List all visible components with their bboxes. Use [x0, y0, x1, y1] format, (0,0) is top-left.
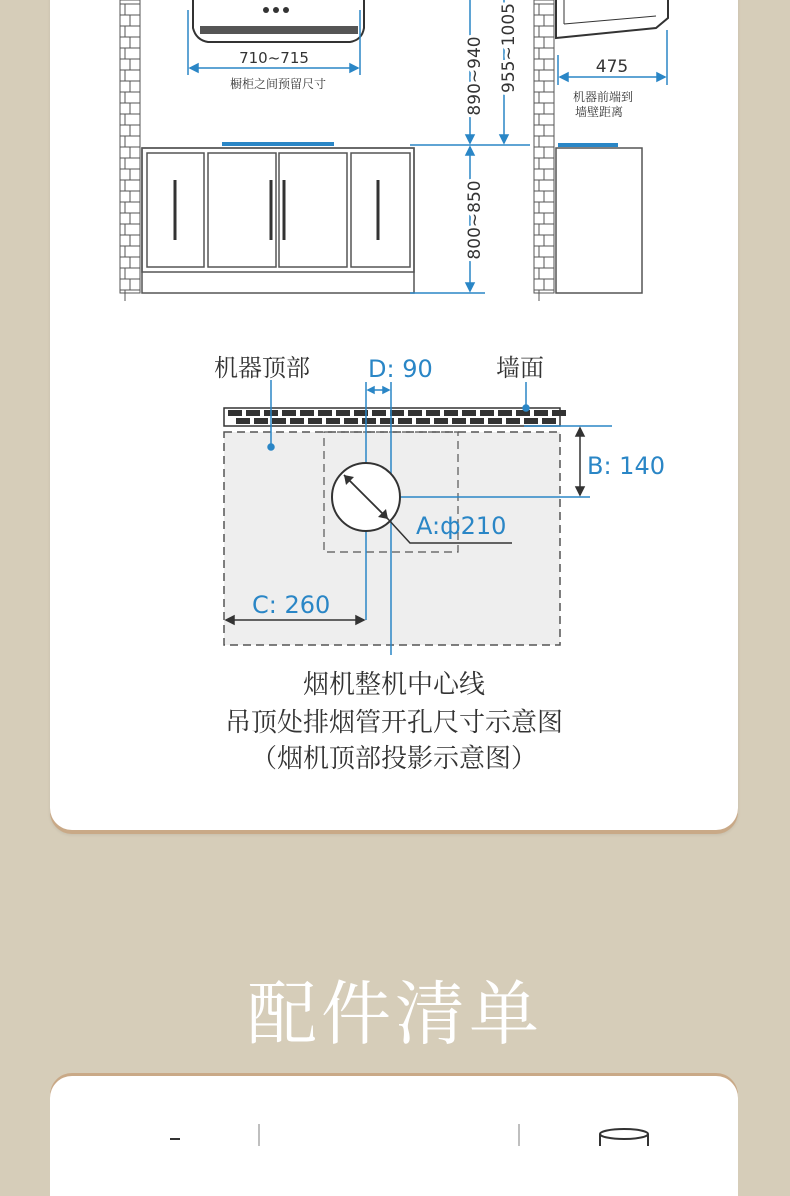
caption-line2: 吊顶处排烟管开孔尺寸示意图 [224, 708, 564, 738]
top-view-wall [224, 408, 566, 426]
label-c: C: 260 [252, 591, 331, 619]
dim-cabinet-height: 800~850 [465, 180, 485, 260]
caption-line3: （烟机顶部投影示意图） [250, 744, 538, 774]
label-d: D: 90 [368, 355, 433, 383]
installation-diagram [50, 0, 738, 830]
accessories-preview [50, 1076, 738, 1196]
range-hood-front [193, 0, 364, 42]
cooktop [222, 142, 334, 146]
caption-line1: 烟机整机中心线 [302, 670, 486, 700]
section-title: 配件清单 [247, 973, 543, 1055]
right-brick-wall [534, 0, 554, 301]
label-machine-top: 机器顶部 [214, 354, 310, 382]
label-wall: 墙面 [496, 354, 544, 382]
dim-height-2: 955~1005 [499, 3, 519, 93]
note-between-cabinets: 橱柜之间预留尺寸 [229, 77, 327, 91]
label-a: A:ф210 [416, 512, 507, 540]
side-cooktop [558, 143, 618, 147]
left-brick-wall [120, 0, 140, 301]
label-b: B: 140 [587, 452, 665, 480]
side-cabinet [556, 148, 642, 293]
note-front-to-wall-line2: 墙壁距离 [574, 105, 624, 119]
accessories-card [50, 1076, 738, 1196]
installation-diagram-card [50, 0, 738, 830]
dim-front-to-wall: 475 [595, 57, 629, 77]
note-front-to-wall-line1: 机器前端到 [572, 90, 634, 104]
dim-height-1: 890~940 [465, 36, 485, 116]
dim-between-cabinets: 710~715 [239, 49, 309, 67]
base-cabinets [142, 148, 414, 293]
range-hood-side [556, 0, 668, 38]
accessory-icon-3 [600, 1129, 648, 1146]
